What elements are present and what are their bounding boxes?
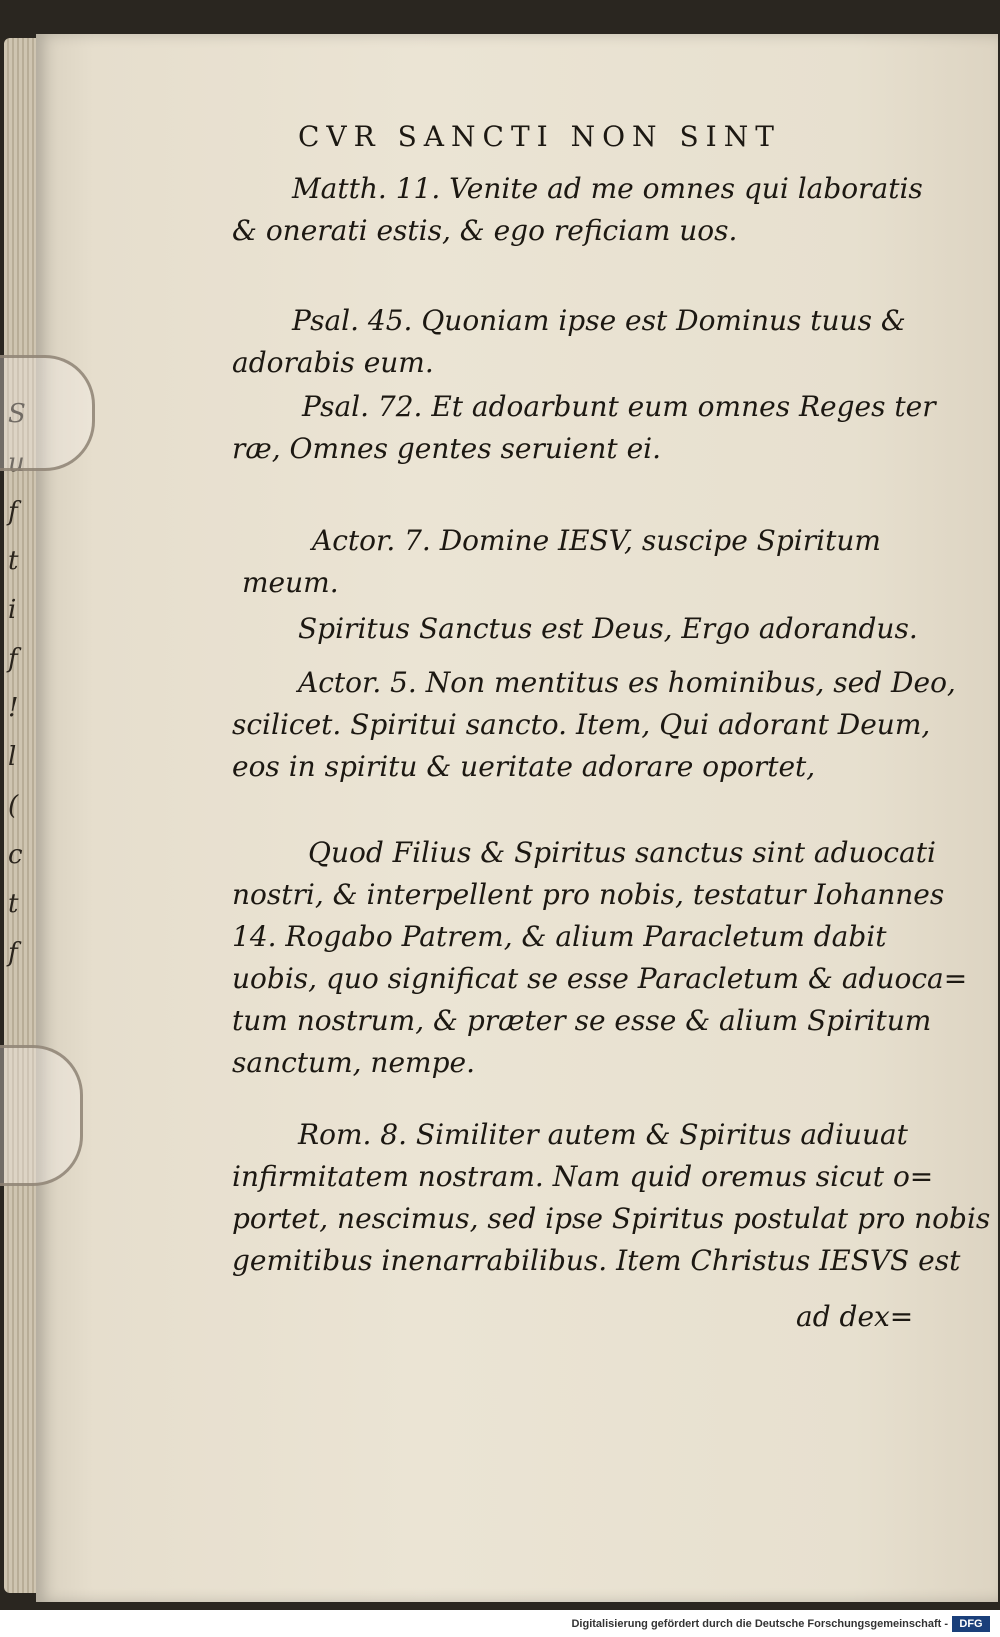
margin-letter: c	[8, 840, 23, 870]
text-line: ræ, Omnes gentes seruient ei.	[232, 432, 661, 465]
paragraph-psal-45	[232, 300, 967, 384]
funding-credit: Digitalisierung gefördert durch die Deutsche Forschungsgemeinschaft -	[571, 1618, 948, 1630]
paragraph-matth	[232, 168, 967, 252]
running-head: CVR SANCTI NON SINT	[298, 120, 781, 153]
text-line: Psal. 45. Quoniam ipse est Dominus tuus &	[292, 304, 906, 337]
dfg-logo: DFG	[952, 1616, 990, 1632]
paragraph-quod-filius	[232, 832, 983, 1084]
margin-letter: u	[8, 448, 25, 478]
margin-letter: f	[8, 497, 18, 527]
paragraph-actor-5	[232, 662, 973, 788]
text-line: 14. Rogabo Patrem, & alium Paracletum dabit	[232, 920, 887, 953]
previous-page-margin	[8, 390, 42, 978]
page-clip-bottom	[0, 1045, 83, 1186]
text-line: portet, nescimus, sed ipse Spiritus postulat pro nobis	[232, 1202, 991, 1235]
margin-letter: t	[8, 546, 19, 576]
text-line: Actor. 7. Domine IESV, suscipe Spiritum	[312, 524, 881, 557]
book-page	[36, 34, 998, 1602]
text-line: uobis, quo significat se esse Paracletum & aduoca=	[232, 962, 968, 995]
margin-letter: l	[8, 742, 17, 772]
text-line: Psal. 72. Et adoarbunt eum omnes Reges ter	[302, 390, 936, 423]
text-line: nostri, & interpellent pro nobis, testatur Iohannes	[232, 878, 945, 911]
margin-letter: (	[8, 791, 19, 821]
text-line: Actor. 5. Non mentitus es hominibus, sed Deo,	[298, 666, 956, 699]
text-line: Quod Filius & Spiritus sanctus sint aduocati	[308, 836, 936, 869]
text-line: gemitibus inenarrabilibus. Item Christus IESVS est	[232, 1244, 961, 1277]
text-line: adorabis eum.	[232, 346, 434, 379]
paragraph-psal-72	[232, 386, 977, 470]
margin-letter: f	[8, 644, 18, 674]
margin-letter: f	[8, 938, 18, 968]
page-clip-top	[0, 355, 95, 471]
text-line: & onerati estis, & ego reficiam uos.	[232, 214, 738, 247]
text-line: eos in spiritu & ueritate adorare oportet,	[232, 750, 816, 783]
margin-letter: S	[8, 399, 26, 429]
margin-letter: t	[8, 889, 19, 919]
text-line: scilicet. Spiritui sancto. Item, Qui adorant Deum,	[232, 708, 931, 741]
catchword: ad dex=	[796, 1300, 914, 1333]
paragraph-spiritus-sanctus	[298, 608, 973, 650]
text-line: Rom. 8. Similiter autem & Spiritus adiuuat	[298, 1118, 908, 1151]
text-line: Spiritus Sanctus est Deus, Ergo adorandus.	[298, 612, 918, 645]
text-line: meum.	[242, 566, 339, 599]
text-line: infirmitatem nostram. Nam quid oremus sicut o=	[232, 1160, 934, 1193]
paragraph-rom-8	[232, 1114, 991, 1282]
text-line: Matth. 11. Venite ad me omnes qui laboratis	[292, 172, 923, 205]
paragraph-actor-7	[242, 520, 987, 604]
margin-letter: !	[8, 693, 19, 723]
text-line: tum nostrum, & præter se esse & alium Spiritum	[232, 1004, 932, 1037]
margin-letter: i	[8, 595, 17, 625]
text-line: sanctum, nempe.	[232, 1046, 475, 1079]
